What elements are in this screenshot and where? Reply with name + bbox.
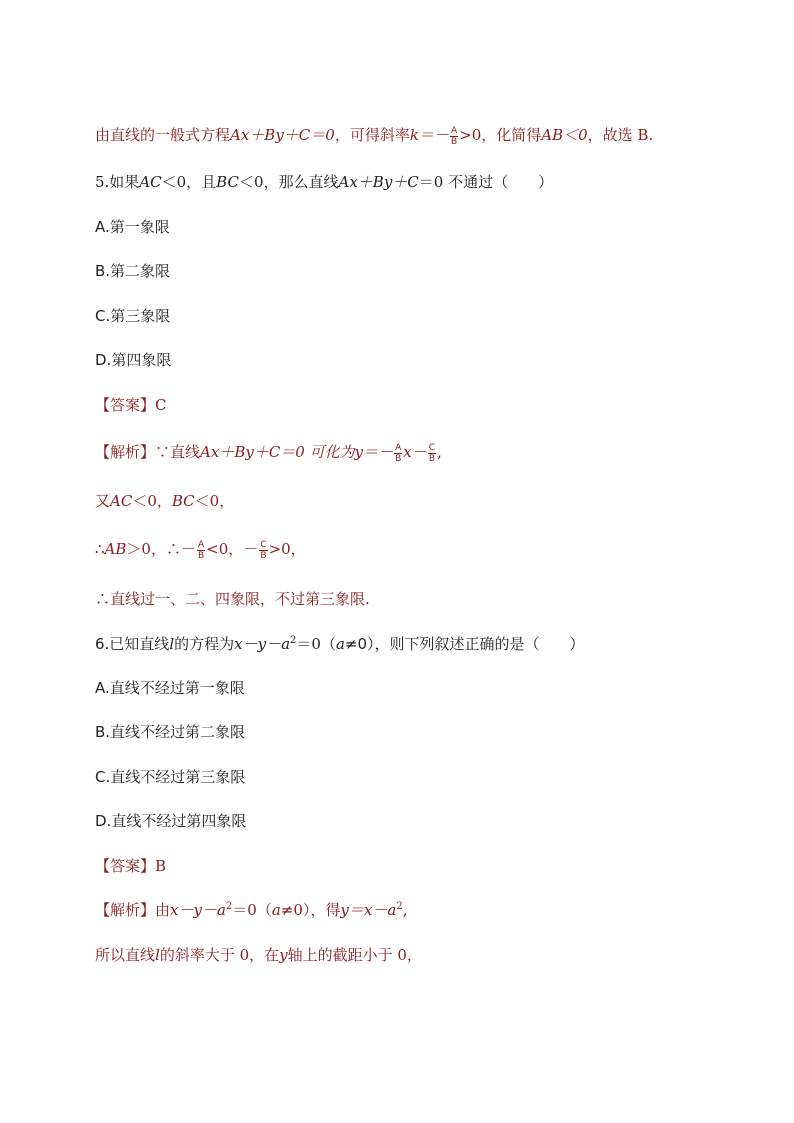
numerator: C bbox=[428, 442, 436, 453]
var-a: a bbox=[271, 901, 281, 919]
text: 所以直线 bbox=[95, 946, 156, 964]
text: <0，－ bbox=[206, 540, 259, 558]
denominator: B bbox=[260, 550, 267, 561]
equation: x－y－a bbox=[170, 901, 226, 919]
text: ＜0，那么直线 bbox=[238, 173, 339, 191]
text: >0， bbox=[268, 540, 306, 558]
text: ，故选 B. bbox=[587, 126, 654, 144]
var-y: y bbox=[279, 946, 288, 964]
option-c: C.直线不经过第三象限 bbox=[95, 768, 246, 786]
text: ∴ bbox=[95, 540, 105, 558]
text: ＜0， bbox=[132, 492, 172, 510]
option-d: D.第四象限 bbox=[95, 351, 172, 369]
denominator: B bbox=[395, 453, 402, 464]
ab-expr: AB＜0 bbox=[541, 126, 588, 144]
var-ac: AC bbox=[139, 173, 162, 191]
text: 的斜率大于 0，在 bbox=[159, 946, 280, 964]
analysis-tag: 【解析】 bbox=[95, 901, 156, 919]
superscript: 2 bbox=[396, 901, 403, 912]
var-a: a bbox=[335, 635, 345, 653]
numerator: A bbox=[197, 539, 205, 550]
analysis-line-3 bbox=[95, 539, 306, 561]
answer-value: C bbox=[155, 396, 167, 414]
text: 轴上的截距小于 0， bbox=[287, 946, 422, 964]
text: ，可得斜率 bbox=[334, 126, 410, 144]
option-b: B.直线不经过第二象限 bbox=[95, 723, 246, 741]
var-bc: BC bbox=[216, 173, 239, 191]
denominator: B bbox=[197, 550, 205, 561]
answer-line bbox=[95, 856, 166, 876]
answer-value: B bbox=[155, 857, 167, 875]
text: ＞0，∴－ bbox=[126, 540, 196, 558]
var-ab: AB bbox=[104, 540, 127, 558]
equation: x－y－a bbox=[234, 635, 291, 653]
text: 由直线的一般式方程 bbox=[95, 126, 231, 144]
question-5-stem bbox=[95, 172, 553, 192]
option-a: A.第一象限 bbox=[95, 218, 170, 236]
text: , bbox=[402, 901, 408, 919]
text: ＜0， bbox=[194, 492, 235, 510]
fraction bbox=[259, 540, 267, 561]
text: , bbox=[437, 443, 442, 461]
fraction bbox=[450, 126, 458, 147]
option-a: A.直线不经过第一象限 bbox=[95, 679, 245, 697]
slope-k: k＝－ bbox=[409, 126, 449, 144]
equation: Ax＋By＋C bbox=[338, 173, 419, 191]
option-c: C.第三象限 bbox=[95, 307, 171, 325]
analysis-line-4: ∴直线过一、二、四象限，不过第三象限. bbox=[95, 590, 370, 608]
text: 又 bbox=[95, 492, 111, 510]
text: ∵直线 bbox=[155, 443, 201, 461]
text: 6.已知直线 bbox=[95, 635, 170, 653]
fraction bbox=[394, 443, 402, 464]
option-d: D.直线不经过第四象限 bbox=[95, 812, 247, 830]
text: ＝0（ bbox=[232, 901, 272, 919]
var-l: l bbox=[169, 635, 175, 653]
fraction bbox=[428, 443, 436, 464]
analysis-line-2 bbox=[95, 945, 422, 965]
text: ≠0），得 bbox=[280, 901, 341, 919]
text: >0，化简得 bbox=[459, 126, 542, 144]
equation: y＝x－a bbox=[340, 901, 397, 919]
answer-tag: 【答案】 bbox=[95, 857, 156, 875]
superscript: 2 bbox=[225, 901, 233, 912]
analysis-tag: 【解析】 bbox=[95, 443, 156, 461]
equation: Ax＋By＋C＝0 可化为 bbox=[200, 443, 355, 461]
denominator: B bbox=[450, 136, 458, 147]
text: 的方程为 bbox=[174, 635, 235, 653]
solution-line-prev bbox=[95, 125, 653, 147]
text: ＜0，且 bbox=[161, 173, 217, 191]
analysis-line-2 bbox=[95, 491, 234, 511]
option-b: B.第二象限 bbox=[95, 262, 171, 280]
numerator: A bbox=[450, 125, 458, 136]
text: 由 bbox=[155, 901, 171, 919]
answer-tag: 【答案】 bbox=[95, 396, 156, 414]
text: y＝－ bbox=[354, 443, 394, 461]
equation: Ax＋By＋C＝0 bbox=[230, 126, 335, 144]
var-ac: AC bbox=[110, 492, 133, 510]
numerator: A bbox=[395, 442, 402, 453]
text: ＝0（ bbox=[296, 635, 336, 653]
text: ＝0 不通过（ ） bbox=[418, 173, 554, 191]
answer-line bbox=[95, 395, 167, 415]
text: 5.如果 bbox=[95, 173, 140, 191]
analysis-line-1 bbox=[95, 442, 442, 464]
numerator: C bbox=[260, 539, 267, 550]
var-l: l bbox=[155, 946, 160, 964]
text: ≠0），则下列叙述正确的是（ ） bbox=[344, 635, 585, 653]
fraction bbox=[197, 540, 205, 561]
denominator: B bbox=[428, 453, 435, 464]
analysis-line-1 bbox=[95, 900, 407, 920]
superscript: 2 bbox=[290, 635, 297, 646]
var-bc: BC bbox=[171, 492, 195, 510]
question-6-stem bbox=[95, 634, 585, 654]
text: x－ bbox=[403, 443, 427, 461]
